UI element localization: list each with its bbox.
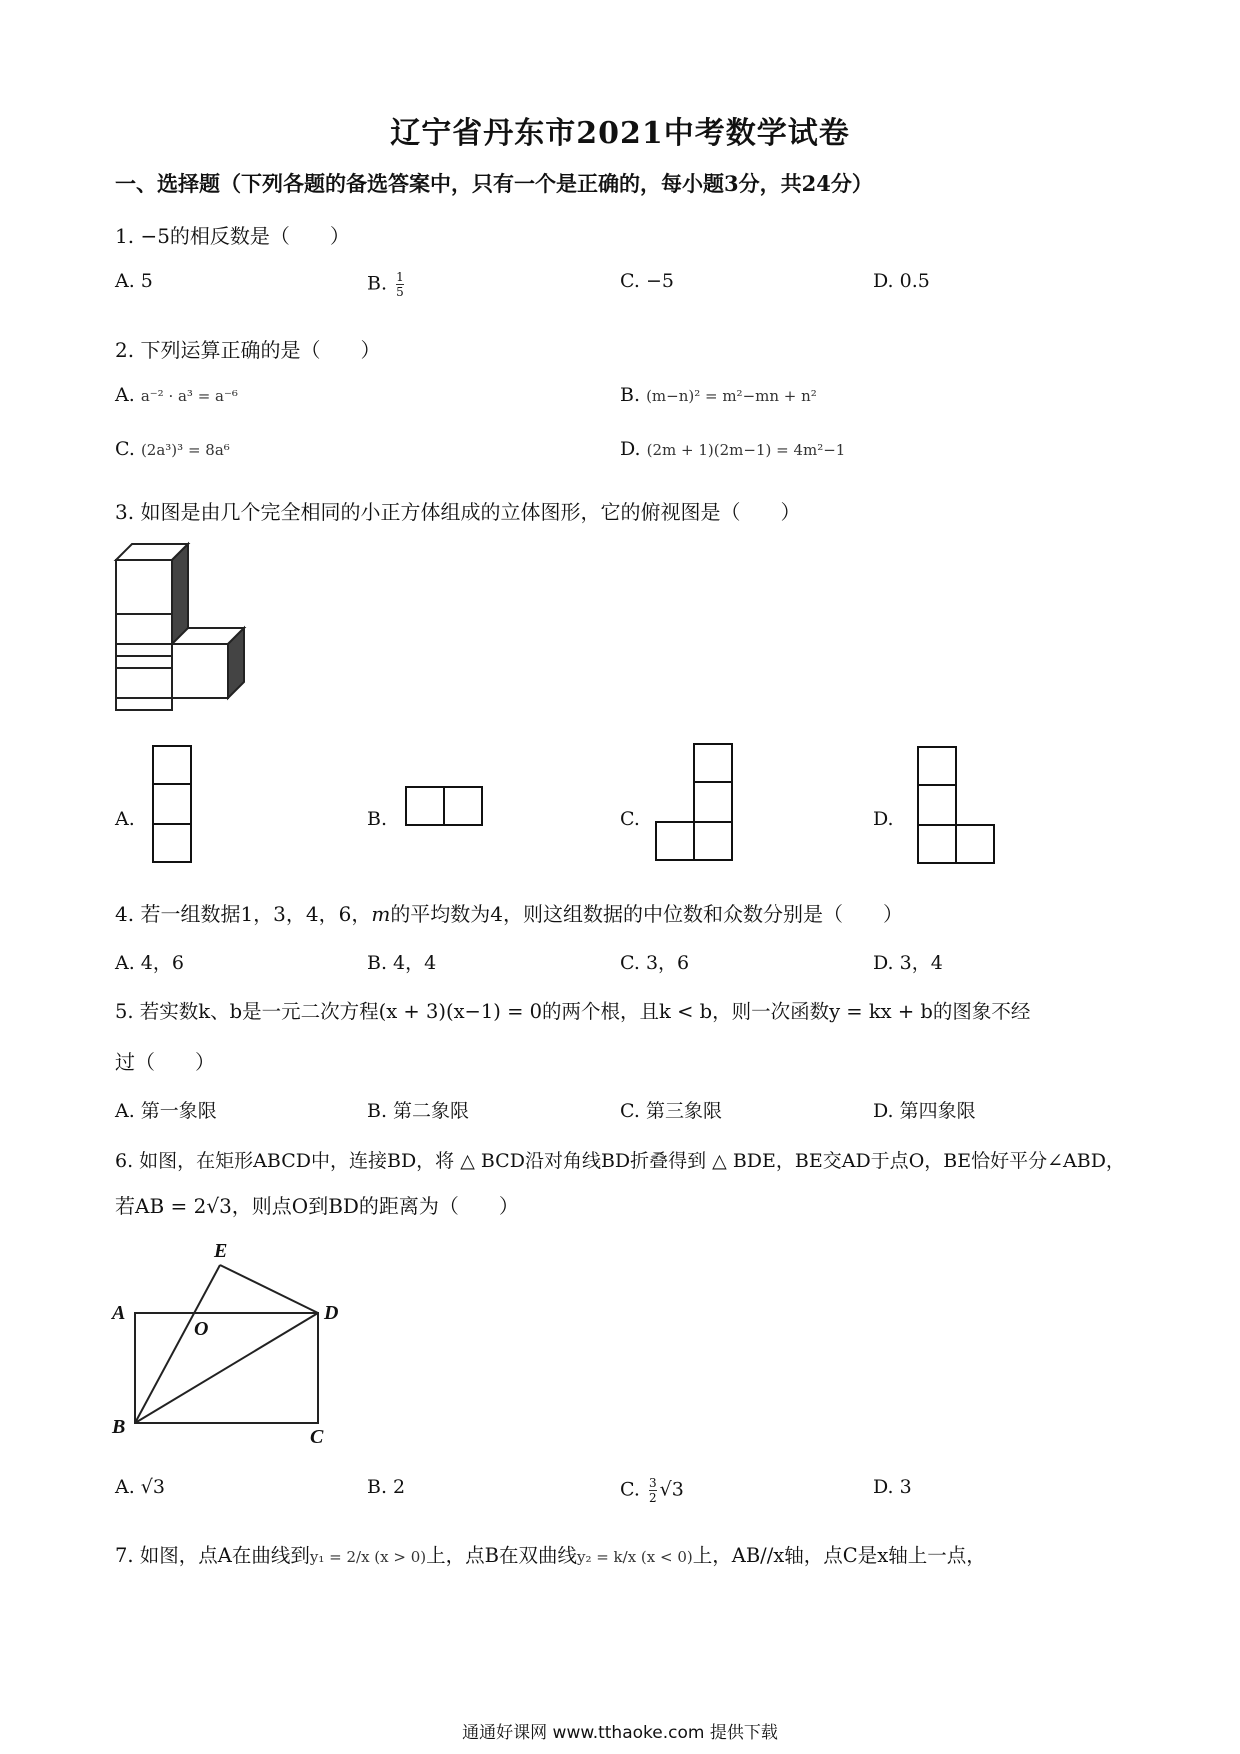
- q1-option-a: A. 5: [115, 270, 153, 292]
- q5-option-c: C. 第三象限: [620, 1100, 722, 1122]
- cube-stack-figure: [110, 540, 260, 710]
- label-d: D: [324, 1302, 339, 1324]
- q7-stem-pre: 7. 如图，点A在曲线到: [115, 1544, 310, 1567]
- page-title: 辽宁省丹东市2021中考数学试卷: [390, 116, 850, 151]
- q4-option-d: D. 3，4: [873, 952, 943, 974]
- q6-option-c: [620, 1476, 684, 1505]
- denominator: 2: [648, 1491, 657, 1505]
- q2-option-c-expr: (2a³)³ = 8a⁶: [140, 441, 230, 459]
- q7-stem-post: 上，AB//x轴，点C是x轴上一点，: [692, 1544, 986, 1567]
- label-b: B: [112, 1416, 126, 1438]
- q3-option-b-label: B.: [367, 808, 388, 830]
- q5-option-b: B. 第二象限: [367, 1100, 470, 1122]
- q4-option-a: A. 4，6: [115, 952, 184, 974]
- q2-option-d: [620, 438, 845, 460]
- numerator: 3: [648, 1476, 657, 1490]
- q6-option-d: D. 3: [873, 1476, 912, 1498]
- fraction: [649, 1476, 657, 1505]
- q3-option-b-figure: [404, 785, 484, 829]
- question-6-stem-line2: 若AB = 2√3，则点O到BD的距离为（ ）: [115, 1194, 519, 1218]
- q2-option-c: [115, 438, 230, 460]
- q4-option-c: C. 3，6: [620, 952, 690, 974]
- fraction: [396, 270, 404, 299]
- rectangle-fold-figure: [110, 1235, 350, 1448]
- denominator: 5: [396, 285, 404, 299]
- q2-option-c-label: C.: [115, 438, 135, 460]
- q3-option-a-label: A.: [115, 808, 135, 830]
- q5-option-d: D. 第四象限: [873, 1100, 976, 1122]
- q3-option-a-figure: [150, 744, 194, 866]
- q7-formula-1: y₁ = 2/x (x > 0): [309, 1548, 427, 1566]
- q3-option-d-label: D.: [873, 808, 894, 830]
- q3-option-d-figure: [916, 745, 998, 867]
- q5-option-a: A. 第一象限: [115, 1100, 217, 1122]
- q2-option-d-label: D.: [620, 438, 641, 460]
- label-a: A: [112, 1302, 126, 1324]
- q2-option-a: [115, 384, 238, 406]
- q2-option-b-label: B.: [620, 384, 641, 406]
- q6-option-a: A. √3: [115, 1476, 165, 1498]
- footer-text: 通通好课网 www.tthaoke.com 提供下载: [462, 1723, 778, 1743]
- q6-option-c-label: C.: [620, 1478, 640, 1501]
- question-7-stem: [115, 1540, 986, 1568]
- q4-stem-pre: 4. 若一组数据1，3，4，6，: [115, 902, 372, 926]
- q1-option-d: D. 0.5: [873, 270, 930, 292]
- numerator: 1: [396, 270, 404, 284]
- label-e: E: [214, 1240, 228, 1262]
- question-5-stem-line2: 过（ ）: [115, 1050, 215, 1074]
- q2-option-b: [620, 384, 817, 406]
- q6-option-b: B. 2: [367, 1476, 406, 1498]
- label-c: C: [310, 1426, 324, 1448]
- question-1-stem: 1. −5的相反数是（ ）: [115, 224, 350, 248]
- q3-option-c-figure: [652, 742, 734, 864]
- question-4-stem: [115, 898, 903, 927]
- section-heading: 一、选择题（下列各题的备选答案中，只有一个是正确的，每小题3分，共24分）: [115, 171, 873, 196]
- q2-option-a-expr: a⁻² · a³ = a⁻⁶: [140, 387, 238, 405]
- label-o: O: [194, 1318, 209, 1340]
- q4-option-b: B. 4，4: [367, 952, 437, 974]
- q2-option-a-label: A.: [115, 384, 135, 406]
- radical: √3: [659, 1478, 684, 1501]
- q4-stem-post: 的平均数为4，则这组数据的中位数和众数分别是（ ）: [390, 902, 904, 926]
- q2-option-d-expr: (2m + 1)(2m−1) = 4m²−1: [646, 441, 846, 459]
- question-3-stem: 3. 如图是由几个完全相同的小正方体组成的立体图形，它的俯视图是（ ）: [115, 500, 801, 524]
- question-6-stem-line1: 6. 如图，在矩形ABCD中，连接BD，将 △ BCD沿对角线BD折叠得到 △ BDE，BE交AD于点O，BE恰好平分∠ABD，: [115, 1150, 1125, 1172]
- q1-option-b-label: B.: [367, 272, 388, 295]
- q1-option-b: [367, 270, 407, 299]
- q3-option-c-label: C.: [620, 808, 640, 830]
- question-5-stem-line1: 5. 若实数k、b是一元二次方程(x + 3)(x−1) = 0的两个根，且k < b，则一次函数y = kx + b的图象不经: [115, 1000, 1031, 1023]
- question-2-stem: 2. 下列运算正确的是（ ）: [115, 338, 381, 362]
- q2-option-b-expr: (m−n)² = m²−mn + n²: [646, 387, 817, 405]
- q4-stem-variable: m: [371, 902, 391, 926]
- q1-option-c: C. −5: [620, 270, 674, 292]
- q7-formula-2: y₂ = k/x (x < 0): [576, 1548, 693, 1566]
- q7-stem-mid: 上，点B在双曲线: [426, 1544, 577, 1567]
